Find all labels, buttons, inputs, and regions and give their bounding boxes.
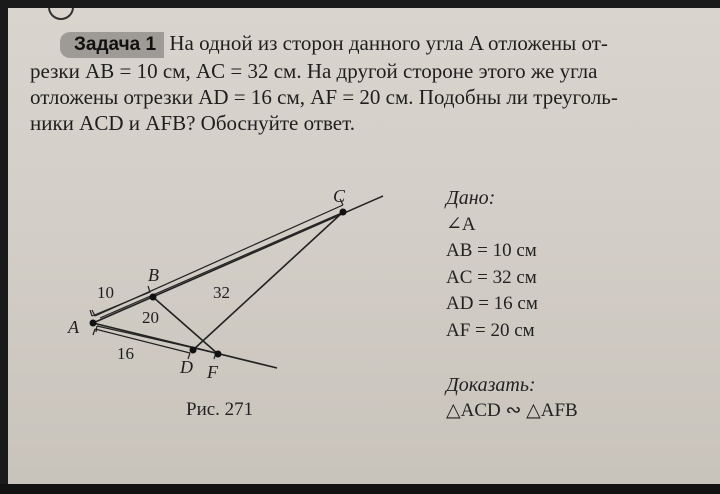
label-a: A xyxy=(68,317,79,337)
label-f: F xyxy=(207,362,218,382)
prove-block xyxy=(446,372,578,424)
problem-line-1: Задача 1 На одной из сторон данного угла A отложены от- xyxy=(30,30,710,58)
prove-statement: △ACD ∾ △AFB xyxy=(446,400,578,421)
given-block xyxy=(446,185,538,344)
bottom-dark-band xyxy=(0,484,720,494)
problem-line-3: отложены отрезки AD = 16 см, AF = 20 см. Подобны ли треуголь- xyxy=(30,85,618,109)
given-item: AB = 10 см xyxy=(446,240,537,261)
given-item: AF = 20 см xyxy=(446,319,535,341)
segment-cd xyxy=(193,212,343,350)
point-a xyxy=(90,320,97,327)
label-d: D xyxy=(180,357,193,377)
length-ab: 10 xyxy=(97,283,114,302)
given-item: AC = 32 см xyxy=(446,266,537,288)
point-d xyxy=(190,347,197,354)
label-b: B xyxy=(148,265,159,285)
length-af: 20 xyxy=(142,308,159,327)
task-badge: Задача 1 xyxy=(60,32,164,58)
figure-caption: Рис. 271 xyxy=(186,399,254,420)
point-f xyxy=(215,351,222,358)
given-title: Дано: xyxy=(446,187,496,209)
label-c: C xyxy=(333,186,346,206)
point-c xyxy=(340,209,347,216)
point-b xyxy=(150,294,157,301)
length-ac: 32 xyxy=(213,283,230,302)
problem-line-2: резки AB = 10 см, AC = 32 см. На другой стороне этого же угла xyxy=(30,59,598,83)
given-item: ∠A xyxy=(446,213,476,235)
length-ad: 16 xyxy=(117,344,134,363)
prove-title: Доказать: xyxy=(446,374,536,396)
given-item: AD = 16 см xyxy=(446,293,538,314)
problem-line-4: ники ACD и AFB? Обоснуйте ответ. xyxy=(30,111,355,135)
bracket-af xyxy=(96,326,216,359)
